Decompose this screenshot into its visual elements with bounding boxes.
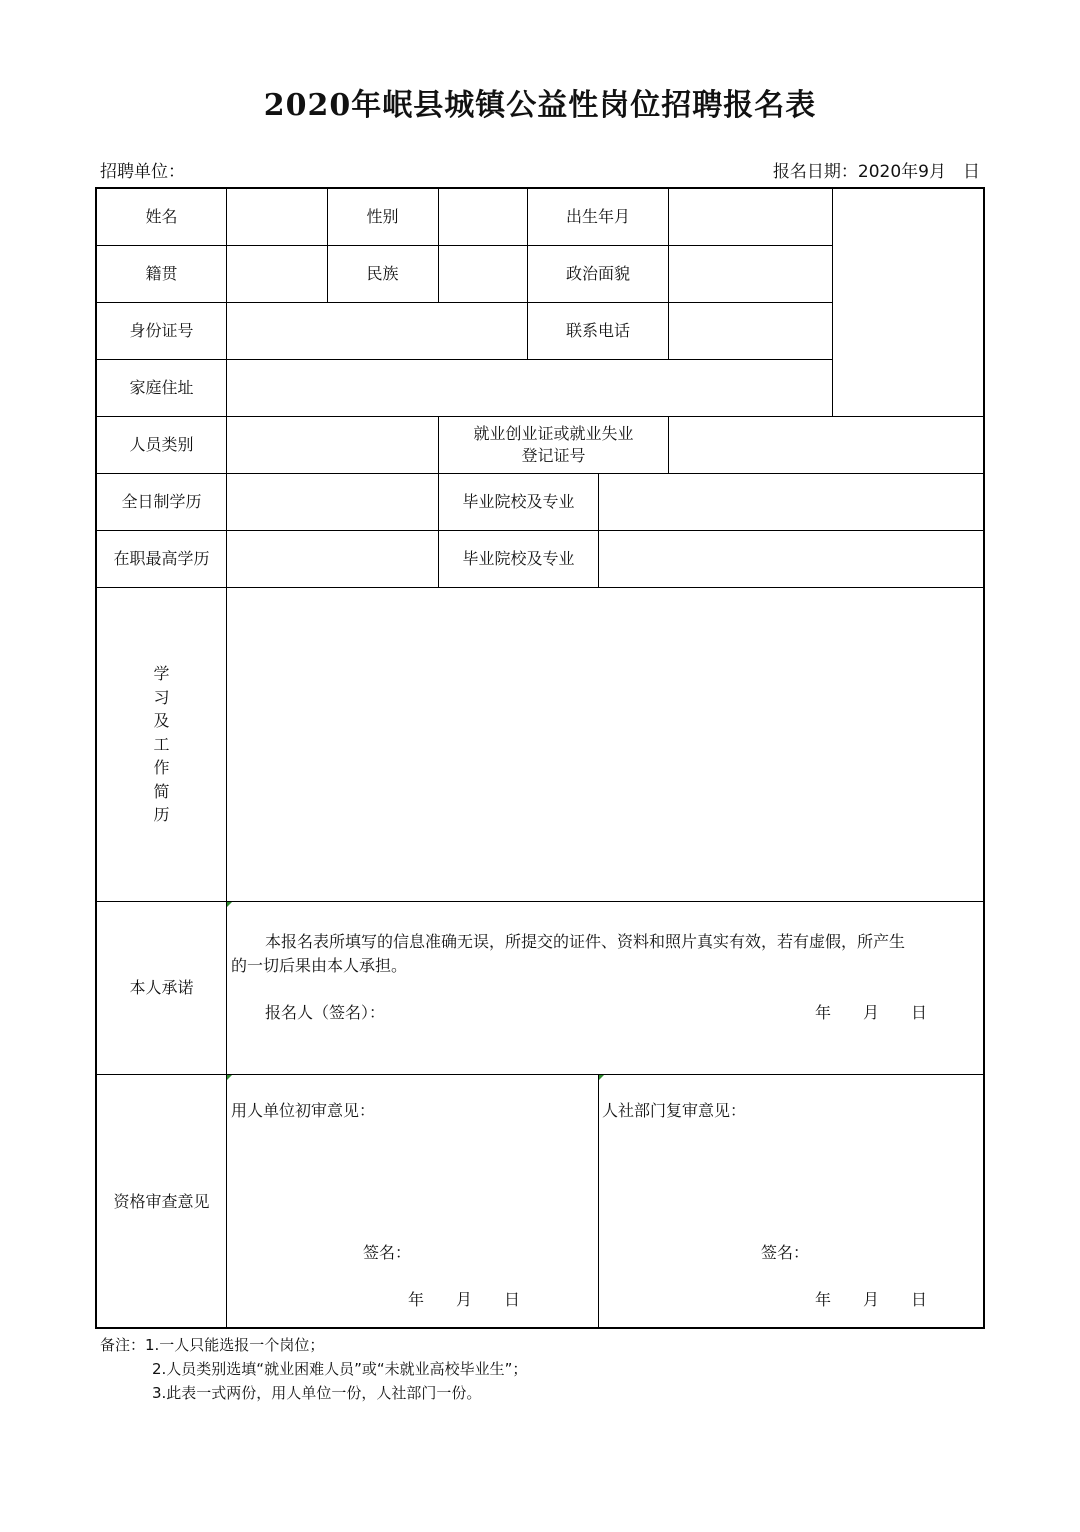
- label-id-number: 身份证号: [129, 321, 194, 340]
- input-name[interactable]: [227, 189, 327, 245]
- label-birth: 出生年月: [565, 207, 630, 226]
- hr-opinion-field[interactable]: [602, 1129, 977, 1229]
- label-inservice-education: 在职最高学历: [113, 549, 210, 568]
- label-qualification-review: 资格审查意见: [113, 1192, 210, 1211]
- label-category: 人员类别: [129, 435, 194, 454]
- hr-opinion-label: 人社部门复审意见：: [602, 1101, 747, 1120]
- label-name: 姓名: [145, 207, 178, 226]
- label-employment-cert-line2: 登记证号: [521, 446, 586, 465]
- label-fulltime-education: 全日制学历: [121, 492, 202, 511]
- form-title: 2020年岷县城镇公益性岗位招聘报名表: [263, 88, 817, 123]
- note-line-3: 3.此表一式两份，用人单位一份，人社部门一份。: [152, 1384, 482, 1402]
- registration-form: [95, 187, 985, 1329]
- resume-char: 历: [153, 805, 170, 825]
- label-school-major-1: 毕业院校及专业: [462, 492, 575, 511]
- pledge-signature-field[interactable]: [427, 997, 797, 1027]
- resume-char: 作: [153, 758, 170, 778]
- input-school-major-2[interactable]: [599, 531, 983, 587]
- hr-review-date: 年 月 日: [815, 1290, 928, 1309]
- input-inservice-education[interactable]: [227, 531, 438, 587]
- input-fulltime-education[interactable]: [227, 474, 438, 530]
- label-school-major-2: 毕业院校及专业: [462, 549, 575, 568]
- input-ethnicity[interactable]: [439, 246, 527, 302]
- label-gender: 性别: [366, 207, 399, 226]
- note-line-1: 备注：1.一人只能选报一个岗位；: [100, 1336, 325, 1354]
- label-employment-cert-line1: 就业创业证或就业失业: [473, 424, 634, 443]
- registration-date-label: 报名日期：2020年9月 日: [772, 162, 980, 182]
- employer-sign-label: 签名：: [363, 1243, 412, 1262]
- input-id-number[interactable]: [227, 303, 527, 359]
- label-address: 家庭住址: [129, 378, 194, 397]
- input-employment-cert[interactable]: [669, 417, 983, 473]
- pledge-signer-label: 报名人（签名）：: [265, 1003, 386, 1022]
- resume-char: 简: [153, 781, 170, 801]
- input-phone[interactable]: [669, 303, 832, 359]
- input-category[interactable]: [227, 417, 438, 473]
- label-phone: 联系电话: [565, 321, 630, 340]
- resume-char: 学: [153, 664, 170, 684]
- input-resume[interactable]: [227, 588, 983, 901]
- employer-opinion-field[interactable]: [231, 1129, 591, 1229]
- input-political[interactable]: [669, 246, 832, 302]
- resume-char: 习: [153, 687, 170, 707]
- input-school-major-1[interactable]: [599, 474, 983, 530]
- input-birth[interactable]: [669, 189, 832, 245]
- label-native-place: 籍贯: [145, 264, 178, 283]
- label-political: 政治面貌: [565, 264, 630, 283]
- resume-char: 工: [153, 734, 170, 754]
- input-gender[interactable]: [439, 189, 527, 245]
- input-native-place[interactable]: [227, 246, 327, 302]
- recruiting-unit-label: 招聘单位：: [100, 162, 185, 182]
- label-resume: [97, 588, 226, 901]
- label-ethnicity: 民族: [366, 264, 399, 283]
- label-employment-cert: [439, 417, 668, 473]
- hr-sign-label: 签名：: [761, 1243, 810, 1262]
- note-line-2: 2.人员类别选填“就业困难人员”或“未就业高校毕业生”；: [152, 1360, 528, 1378]
- pledge-text-line1: 本报名表所填写的信息准确无误，所提交的证件、资料和照片真实有效，若有虚假，所产生: [265, 932, 906, 951]
- label-pledge: 本人承诺: [129, 978, 194, 997]
- employer-review-date: 年 月 日: [408, 1290, 521, 1309]
- input-address[interactable]: [227, 360, 832, 416]
- pledge-text-line2: 的一切后果由本人承担。: [231, 956, 408, 975]
- photo-box: [833, 189, 983, 416]
- pledge-date: 年 月 日: [815, 1003, 928, 1022]
- employer-opinion-label: 用人单位初审意见：: [231, 1101, 376, 1120]
- resume-char: 及: [153, 711, 170, 731]
